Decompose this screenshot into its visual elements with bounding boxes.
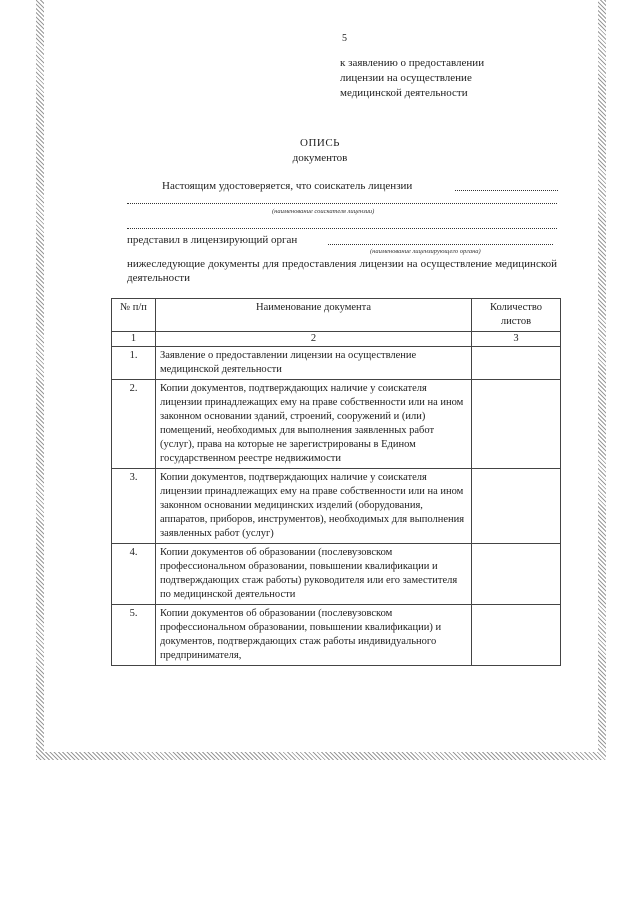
index-cell: 2 xyxy=(156,332,472,347)
blank-line[interactable] xyxy=(127,228,557,229)
row-document-name: Копии документов, подтверждающих наличие у соискателя лицензии принадлежащих ему на праве собственности или на ином законном основании зданий, строений, сооружений и (или) помещений, необходимых для выполнения заявленных работ (услуг), права на которые не зарегистрированы в Едином государственном реестре недвижимости xyxy=(156,380,472,469)
intro-paragraph: нижеследующие документы для предоставления лицензии на осуществление медицинской деятельности xyxy=(127,258,557,284)
row-sheet-count[interactable] xyxy=(472,605,561,666)
row-sheet-count[interactable] xyxy=(472,469,561,544)
row-number: 5. xyxy=(112,605,156,666)
submitted-text: представил в лицензирующий орган xyxy=(127,234,298,246)
row-sheet-count[interactable] xyxy=(472,380,561,469)
appendix-line: медицинской деятельности xyxy=(340,87,468,99)
authority-name-field[interactable] xyxy=(328,244,553,245)
row-number: 4. xyxy=(112,544,156,605)
applicant-name-field[interactable] xyxy=(455,190,558,191)
index-cell: 1 xyxy=(112,332,156,347)
page-number: 5 xyxy=(342,33,347,44)
table-index-row xyxy=(112,332,561,347)
appendix-note xyxy=(340,56,484,101)
header-number: № п/п xyxy=(112,299,156,332)
applicant-caption: (наименование соискателя лицензии) xyxy=(272,208,375,215)
row-sheet-count[interactable] xyxy=(472,544,561,605)
document-subtitle: документов xyxy=(292,152,348,164)
row-document-name: Копии документов, подтверждающих наличие у соискателя лицензии принадлежащих ему на праве собственности или на ином законном основании медицинских изделий (оборудования, аппаратов, приборов, инструментов), необходимых для выполнения заявленных работ (услуг) xyxy=(156,469,472,544)
table-row xyxy=(112,347,561,380)
row-number: 3. xyxy=(112,469,156,544)
header-sheet-count: Количество листов xyxy=(472,299,561,332)
appendix-line: лицензии на осуществление xyxy=(340,72,472,84)
row-document-name: Копии документов об образовании (послевузовском профессиональном образовании, повышении квалификации) и документов, подтверждающих стаж работы индивидуального предпринимателя, xyxy=(156,605,472,666)
table-row xyxy=(112,469,561,544)
index-cell: 3 xyxy=(472,332,561,347)
header-document-name: Наименование документа xyxy=(156,299,472,332)
authority-caption: (наименование лицензирующего органа) xyxy=(370,248,481,255)
row-sheet-count[interactable] xyxy=(472,347,561,380)
row-number: 1. xyxy=(112,347,156,380)
certify-text: Настоящим удостоверяется, что соискатель лицензии xyxy=(162,180,413,192)
table-row xyxy=(112,544,561,605)
table-row xyxy=(112,605,561,666)
row-number: 2. xyxy=(112,380,156,469)
document-title: ОПИСЬ xyxy=(300,137,340,149)
row-document-name: Копии документов об образовании (послевузовском профессиональном образовании, повышении квалификации и подтверждающих стаж работы) руководителя или его заместителя по медицинской деятельности xyxy=(156,544,472,605)
table-header-row xyxy=(112,299,561,332)
table-row xyxy=(112,380,561,469)
documents-table xyxy=(111,298,561,666)
page-corner xyxy=(568,0,598,8)
row-document-name: Заявление о предоставлении лицензии на осуществление медицинской деятельности xyxy=(156,347,472,380)
appendix-line: к заявлению о предоставлении xyxy=(340,57,485,69)
applicant-name-field-continued[interactable] xyxy=(127,203,557,204)
